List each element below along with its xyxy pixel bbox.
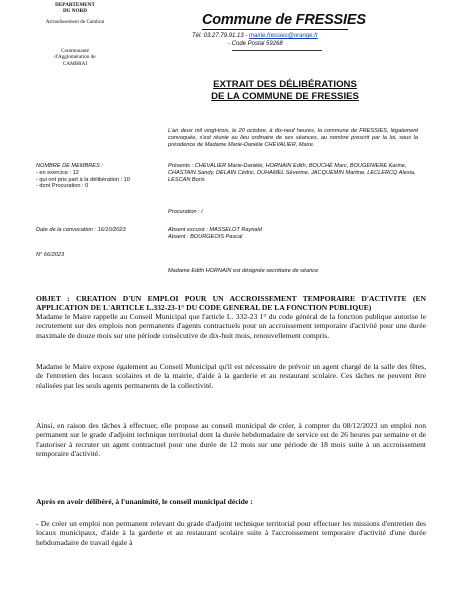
- decision-intro: Après en avoir délibéré, à l'unanimité, le conseil municipal décide :: [36, 497, 253, 506]
- phone-text: Tél. 03.27.79.91.13 -: [192, 33, 248, 39]
- procuration: Procuration : /: [168, 209, 203, 215]
- email-link[interactable]: mairie.fressies@orange.fr: [249, 33, 318, 39]
- paragraph-reminder: Madame le Maire rappelle au Conseil Municipal que l'article L. 332-23 1° du code général de la fonction publique autorise le recrutement sur des emplois non permanents d'agents contractuels pour un accroissement temporaire d'activité pour une durée maximale de douze mois sur une période consécutive de dix-huit mois, renouvellement compris.: [36, 312, 426, 340]
- deliberation-number: N° 66/2023: [36, 252, 65, 258]
- convocation-date: Date de la convocation : 16/10/2023: [36, 227, 126, 233]
- absent-excused: Absent excusé : MASSELOT Raynald: [168, 227, 262, 233]
- extract-title-line2: DE LA COMMUNE DE FRESSIES: [211, 91, 359, 102]
- header-divider: [232, 50, 322, 51]
- department-line1: DEPARTEMENT: [55, 2, 95, 8]
- secretary-note: Madame Edith HORNAIN est désignée secrétaire de séance: [168, 268, 319, 274]
- contact-block: [192, 33, 318, 48]
- decision-item: - De créer un emploi non permanent relevant du grade d'adjoint technique territorial pour effectuer les missions d'entretien des locaux municipaux, d'aide à la garderie et au restaurant scolaire suite à l'accroissement temporaire d'activité d'une durée hebdomadaire de travail égale à: [36, 519, 426, 547]
- department-block: [20, 2, 130, 25]
- commune-title: Commune de FRESSIES: [202, 12, 366, 28]
- community-line2: d'Agglomération de: [54, 54, 96, 61]
- absent: Absent : BOURGEOIS Pascal: [168, 233, 243, 240]
- community-block: [20, 48, 130, 67]
- members-took-part: - qui ont pris part à la délibération : 10: [36, 176, 130, 183]
- arrondissement: Arrondissement de Cambrai: [45, 18, 105, 25]
- department-line2: DU NORD: [62, 8, 88, 15]
- absent-block: [168, 227, 262, 241]
- paragraph-proposal: Ainsi, en raison des tâches à effectuer, elle propose au conseil municipal de créer, à compter du 08/12/2023 un emploi non permanent sur le grade d'adjoint technique territorial dont la durée hebdomadaire de service est de 26 heures par semaine et de l'autoriser à recruter un agent contractuel pour une durée de 12 mois sur une période de 18 mois suite à un accroissement temporaire d'activité.: [36, 421, 426, 459]
- postal-code: - Code Postal 59268: [228, 40, 283, 47]
- session-intro: L'an deux mil vingt-trois, le 20 octobre, à dix-neuf heures, la commune de FRESSIES, légalement convoquée, s'est réunie au lieu ordinaire de ses séances, au nombre prescrit par la loi, sous la présidence de Madame Marie-Danièle CHEVALIER, Maire.: [168, 128, 418, 148]
- paragraph-exposition: Madame le Maire expose également au Conseil Municipal qu'il est nécessaire de prévoir un agent chargé de la salle des fêtes, de l'entretien des locaux scolaires et de la mairie, d'aide à la garderie et au restaurant scolaire. Ces tâches ne peuvent être réalisées par les seuls agents permanents de la collectivité.: [36, 362, 426, 390]
- extract-title-line1: EXTRAIT DES DÉLIBÉRATIONS: [213, 79, 357, 90]
- community-line1: Communauté: [61, 48, 89, 54]
- community-line3: CAMBRAI: [62, 60, 88, 67]
- members-proxy: - dont Procuration : 0: [36, 183, 89, 190]
- members-in-office: - en exercice : 12: [36, 169, 79, 176]
- members-heading: NOMBRE DE MEMBRES :: [36, 163, 103, 169]
- objet-heading: OBJET : CREATION D'UN EMPLOI POUR UN ACCROISSEMENT TEMPORAIRE D'ACTIVITE (EN APPLICATION DE L'ARTICLE L.332-23-1° DU CODE GENERAL DE LA FONCTION PUBLIQUE): [36, 294, 426, 313]
- members-count: [36, 163, 130, 190]
- commune-title-underline: [202, 29, 348, 30]
- present-members: Présents : CHEVALIER Marie-Danièle, HORNAIN Edith, BOUCHÉ Marc, BOUGENIERE Karine, CHASTAIN Sandy, DELAIN Cédric, DUHAMEL Séverine, JACQUEMIN Martine, LECLERCQ Alexia, LESCAN Boris: [168, 163, 416, 183]
